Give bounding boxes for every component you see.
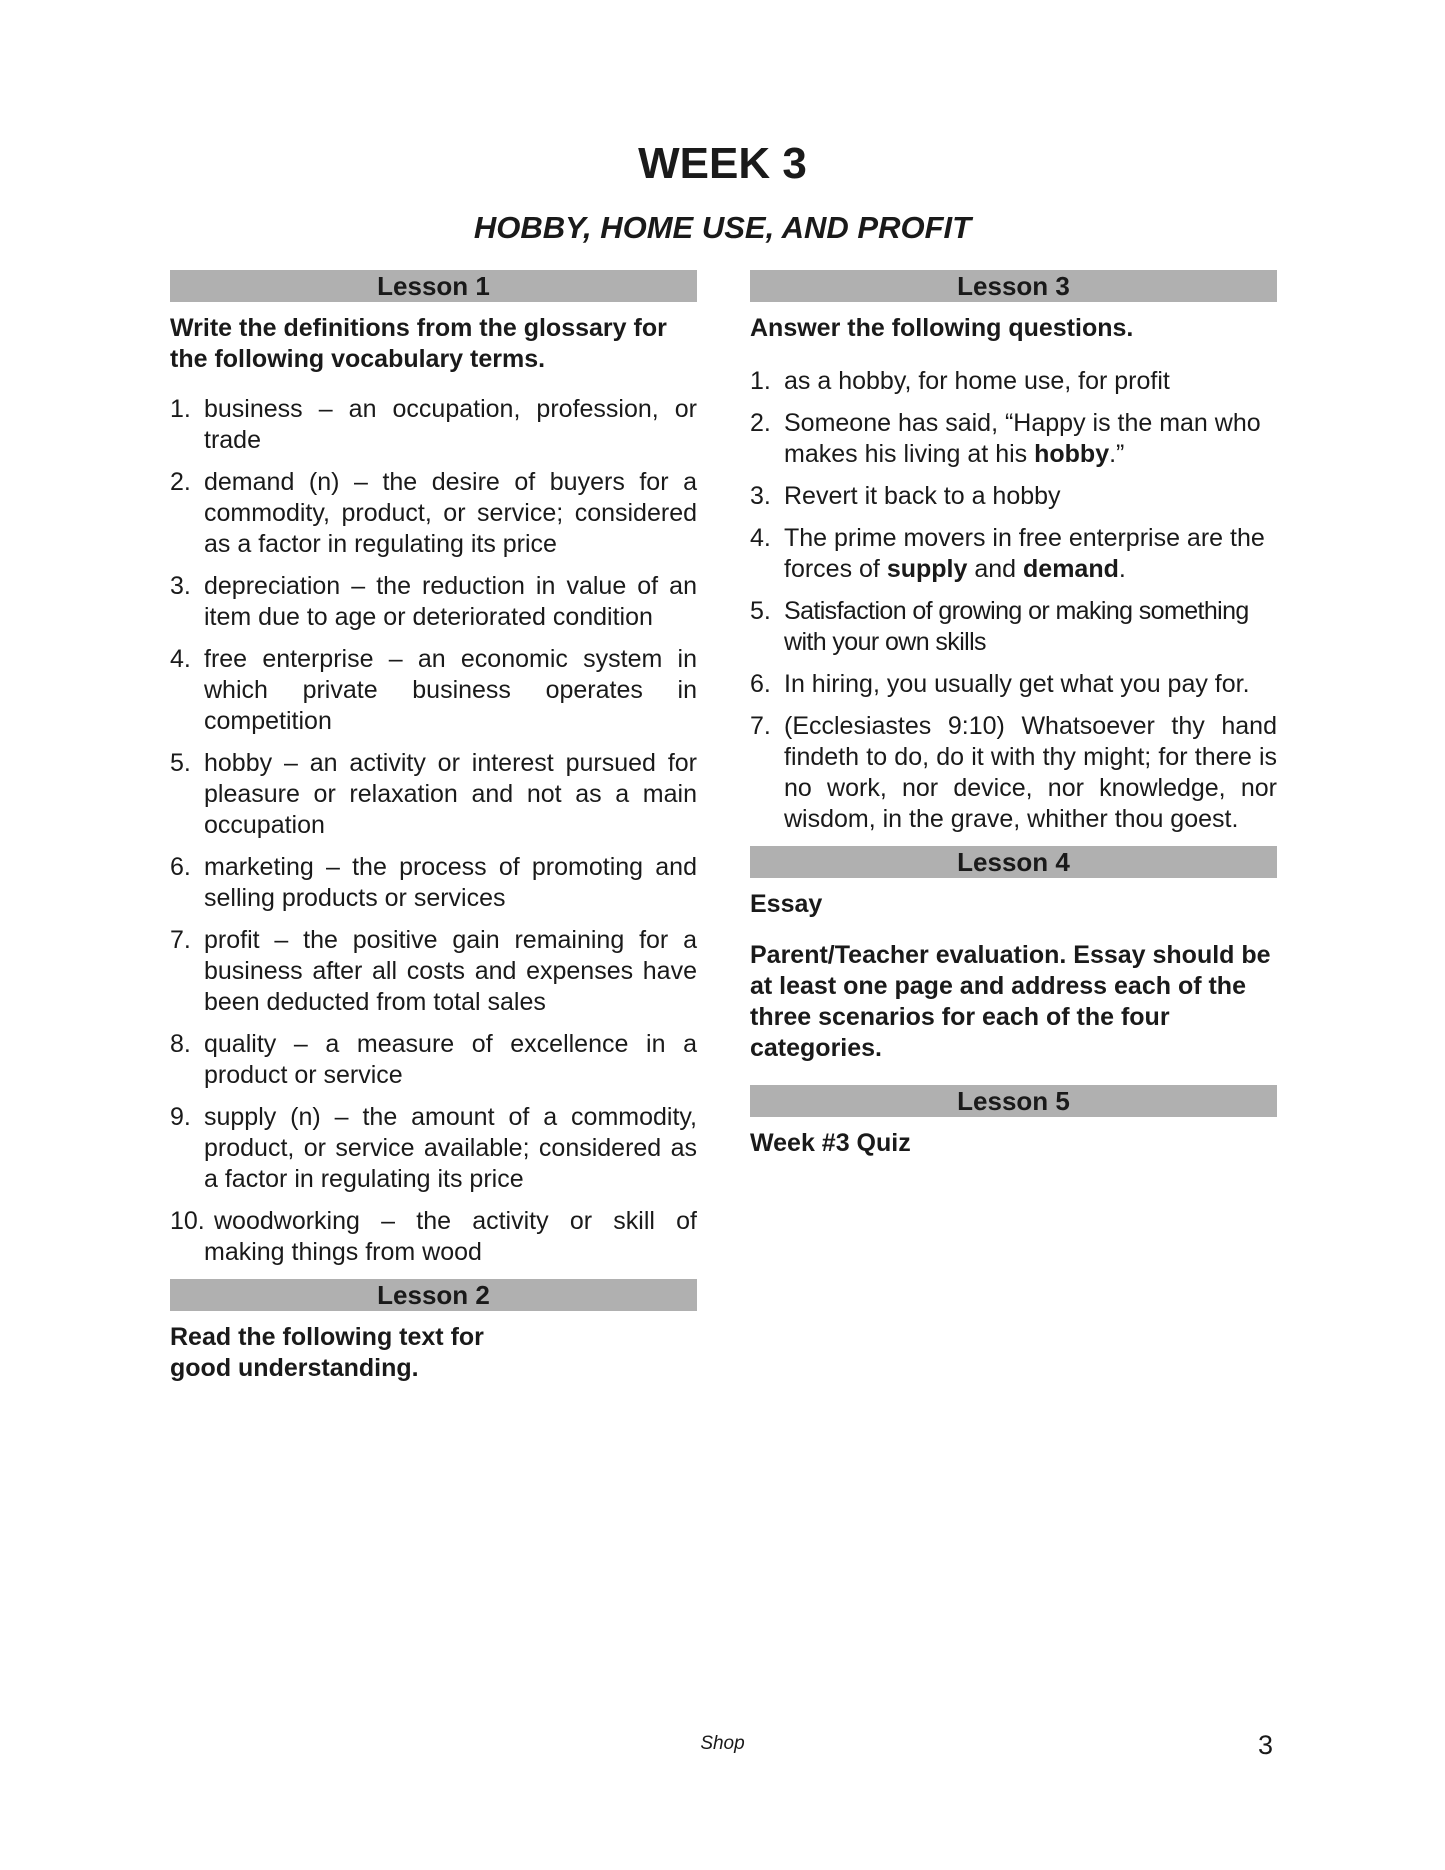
lesson-2-heading: Lesson 2: [170, 1279, 697, 1311]
right-column: [750, 270, 1277, 1159]
list-item: [750, 481, 1277, 512]
item-text: profit – the positive gain remaining for a business after all costs and expenses have been deducted from total sales: [204, 926, 697, 1016]
item-text: In hiring, you usually get what you pay for.: [784, 670, 1250, 698]
item-number: 7.: [750, 712, 771, 740]
lesson-3-heading: Lesson 3: [750, 270, 1277, 302]
item-number: 6.: [750, 670, 771, 698]
page-number: 3: [1258, 1730, 1274, 1760]
lesson-1-heading: Lesson 1: [170, 270, 697, 302]
item-text: supply (n) – the amount of a commodity, product, or service available; considered as a factor in regulating its price: [204, 1103, 697, 1193]
lesson-1-instruction: Write the definitions from the glossary for the following vocabulary terms.: [170, 314, 667, 373]
item-text: Revert it back to a hobby: [784, 482, 1061, 510]
page-subtitle: HOBBY, HOME USE, AND PROFIT: [473, 210, 972, 245]
item-text: The prime movers in free enterprise are the forces of supply and demand.: [784, 524, 1265, 583]
page-title: WEEK 3: [638, 139, 807, 188]
item-number: 2.: [750, 409, 771, 437]
item-number: 4.: [170, 645, 191, 673]
item-number: 3.: [170, 572, 191, 600]
list-item: [750, 669, 1277, 700]
item-text: woodworking – the activity or skill of making things from wood: [204, 1207, 697, 1266]
list-item: [170, 748, 697, 841]
item-number: 10.: [170, 1207, 205, 1235]
item-text: demand (n) – the desire of buyers for a commodity, product, or service; considered as a factor in regulating its price: [204, 468, 697, 558]
lesson-4-label: Essay: [750, 890, 823, 918]
lesson-4-text: Parent/Teacher evaluation. Essay should be at least one page and address each of the three scenarios for each of the four categories.: [750, 941, 1271, 1062]
item-number: 3.: [750, 482, 771, 510]
item-number: 2.: [170, 468, 191, 496]
list-item: [170, 394, 697, 456]
item-number: 8.: [170, 1030, 191, 1058]
list-item: [170, 852, 697, 914]
lesson-3-instruction: Answer the following questions.: [750, 314, 1134, 342]
list-item: [170, 467, 697, 560]
item-number: 7.: [170, 926, 191, 954]
lesson-5-heading: Lesson 5: [750, 1085, 1277, 1117]
answers-list: [750, 366, 1277, 835]
list-item: [750, 711, 1277, 835]
item-number: 9.: [170, 1103, 191, 1131]
item-text: marketing – the process of promoting and selling products or services: [204, 853, 697, 912]
vocabulary-list: [170, 394, 697, 1268]
footer-label: Shop: [700, 1733, 745, 1754]
item-text: as a hobby, for home use, for profit: [784, 367, 1170, 395]
item-number: 1.: [170, 395, 191, 423]
left-column: [170, 270, 697, 1384]
lesson-2-instruction-line-2: good understanding.: [170, 1354, 419, 1382]
list-item: [170, 925, 697, 1018]
lesson-2-instruction: [170, 1322, 697, 1384]
list-item: [170, 1029, 697, 1091]
list-item: [170, 571, 697, 633]
list-item: [750, 596, 1277, 658]
item-number: 1.: [750, 367, 771, 395]
item-text: Satisfaction of growing or making something with your own skills: [784, 597, 1249, 656]
item-number: 5.: [170, 749, 191, 777]
item-text: Someone has said, “Happy is the man who makes his living at his hobby.”: [784, 409, 1261, 468]
list-item: [750, 408, 1277, 470]
item-number: 5.: [750, 597, 771, 625]
item-text: hobby – an activity or interest pursued for pleasure or relaxation and not as a main occupation: [204, 749, 697, 839]
lesson-4-heading: Lesson 4: [750, 846, 1277, 878]
list-item: [170, 644, 697, 737]
item-text: free enterprise – an economic system in which private business operates in competition: [204, 645, 697, 735]
list-item: [750, 523, 1277, 585]
list-item: [750, 366, 1277, 397]
item-number: 4.: [750, 524, 771, 552]
item-text: business – an occupation, profession, or trade: [204, 395, 697, 454]
lesson-2-instruction-line-1: Read the following text for: [170, 1323, 484, 1351]
list-item: [170, 1206, 697, 1268]
item-number: 6.: [170, 853, 191, 881]
item-text: (Ecclesiastes 9:10) Whatsoever thy hand findeth to do, do it with thy might; for there is no work, nor device, nor knowledge, nor wisdom, in the grave, whither thou goest.: [784, 712, 1277, 833]
item-text: depreciation – the reduction in value of an item due to age or deteriorated condition: [204, 572, 697, 631]
item-text: quality – a measure of excellence in a product or service: [204, 1030, 697, 1089]
list-item: [170, 1102, 697, 1195]
lesson-5-text: Week #3 Quiz: [750, 1129, 911, 1157]
